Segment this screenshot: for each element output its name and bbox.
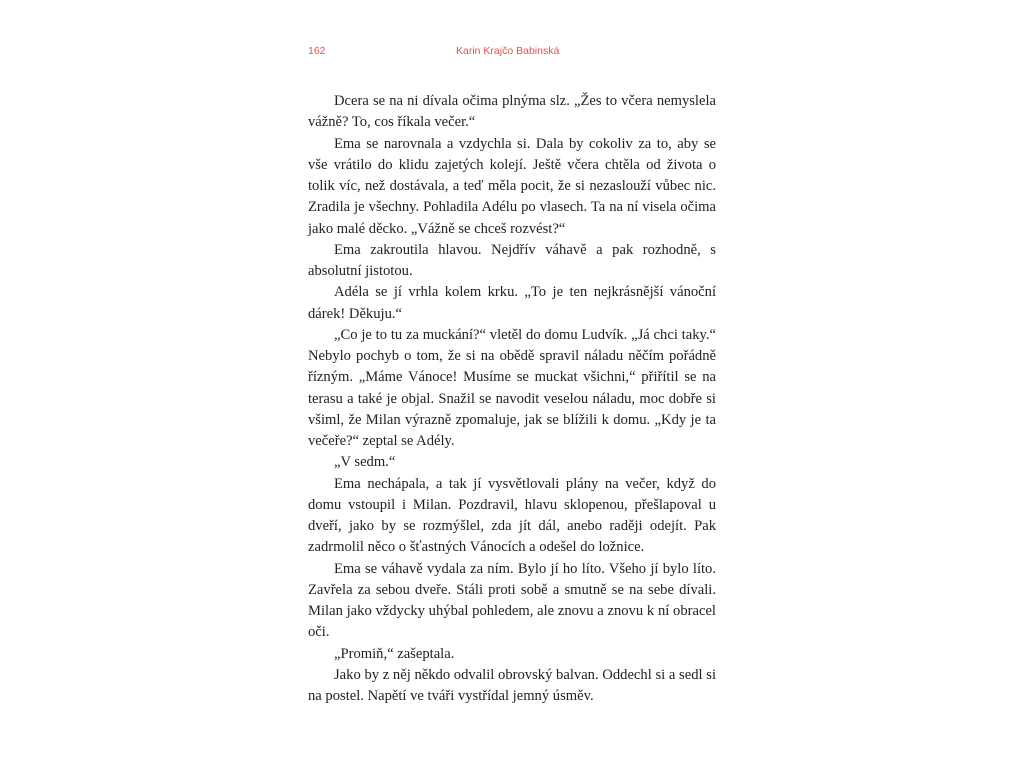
paragraph: „V sedm.“ xyxy=(334,454,396,471)
running-head xyxy=(308,44,728,58)
paragraph: „Co je to tu za muckání?“ vletěl do domu Ludvík. „Já chci taky.“ Nebylo pochyb o tom, že si na obědě spravil náladu něčím pořádně řízným. „Máme Vánoce! Musíme se muckat všichni,“ přiřítil se na terasu a také je objal. Snažil se navodit veselou náladu, moc dobře si všiml, že Milan výrazně zpomaluje, jak se blížili k domu. „Kdy je ta večeře?“ zeptal se Adély. xyxy=(308,326,716,449)
paragraph: Ema se váhavě vydala za ním. Bylo jí ho líto. Všeho jí bylo líto. Zavřela za sebou dveře. Stáli proti sobě a smutně se na sebe dívali. Milan jako vždycky uhýbal pohledem, ale znovu a znovu k ní obracel oči. xyxy=(308,560,716,641)
body-text xyxy=(308,91,716,707)
paragraph: Jako by z něj někdo odvalil obrovský balvan. Oddechl si a sedl si na postel. Napětí ve tváři vystřídal jemný úsměv. xyxy=(308,666,716,704)
paragraph: Dcera se na ni dívala očima plnýma slz. „Žes to včera nemyslela vážně? To, cos říkala večer.“ xyxy=(308,93,716,131)
page-number: 162 xyxy=(308,45,326,57)
paragraph: Ema nechápala, a tak jí vysvětlovali plány na večer, když do domu vstoupil i Milan. Pozdravil, hlavu sklopenou, přešlapoval u dveří, jako by se rozmýšlel, zda jít dál, anebo raději odejít. Pak zadrmolil něco o šťastných Vánocích a odešel do ložnice. xyxy=(308,475,716,556)
book-author: Karin Krajčo Babinská xyxy=(456,45,560,57)
paragraph: Ema se narovnala a vzdychla si. Dala by cokoliv za to, aby se vše vrátilo do klidu zajetých kolejí. Ještě včera chtěla od života o tolik víc, než dostávala, a teď měla pocit, že si nezaslouží vůbec nic. Zradila je všechny. Pohladila Adélu po vlasech. Ta na ní visela očima jako malé děcko. „Vážně se chceš rozvést?“ xyxy=(308,135,716,237)
paragraph: „Promiň,“ zašeptala. xyxy=(334,645,455,662)
paragraph: Ema zakroutila hlavou. Nejdřív váhavě a pak rozhodně, s absolutní jistotou. xyxy=(308,241,716,279)
paragraph: Adéla se jí vrhla kolem krku. „To je ten nejkrásnější vánoční dárek! Děkuju.“ xyxy=(308,284,716,322)
